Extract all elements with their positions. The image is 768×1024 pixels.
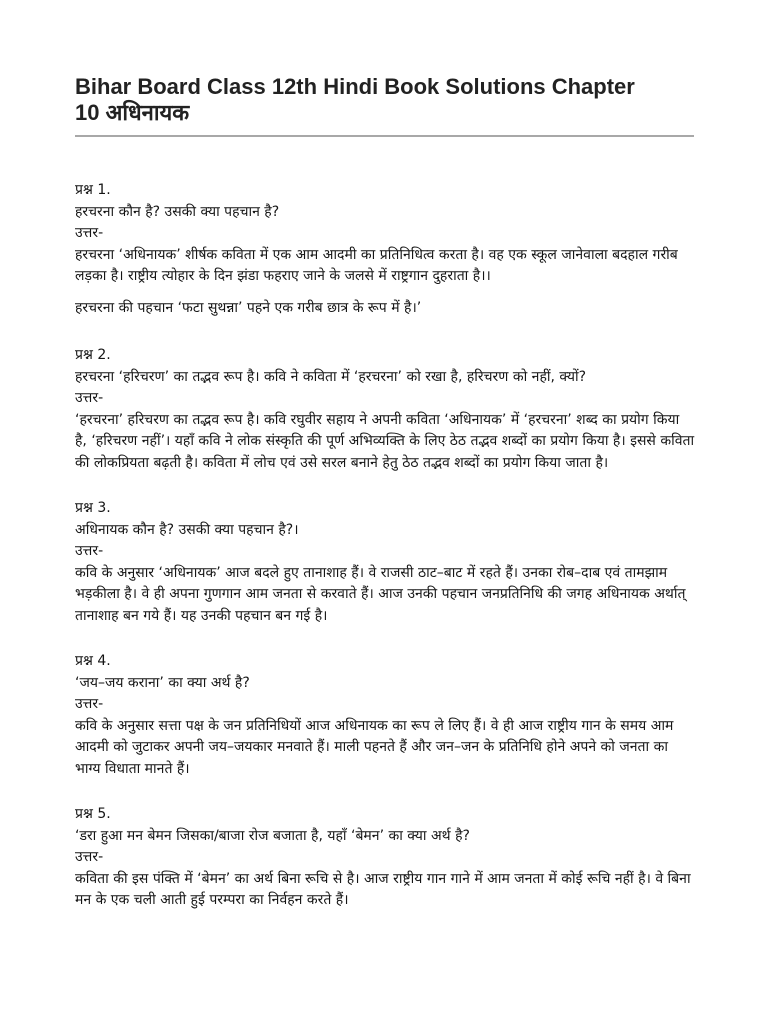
question-block-1 [75,180,695,319]
answer-text: ‘हरचरना’ हरिचरण का तद्भव रूप है। कवि रघुवीर सहाय ने अपनी कविता ‘अधिनायक’ में ‘हरचरना’ शब्द का प्रयोग किया है, ‘हरिचरण नहीं’। यहाँ कवि ने लोक संस्कृति की पूर्ण अभिव्यक्ति के लिए ठेठ तद्भव शब्दों का प्रयोग किया है। इससे कविता की लोकप्रियता बढ़ती है। कविता में लोच एवं उसे सरल बनाने हेतु ठेठ तद्भव शब्दों का प्रयोग किया जाता है। [75,411,695,471]
question-block-5 [75,804,695,912]
answer-text: कवि के अनुसार ‘अधिनायक’ आज बदले हुए तानाशाह हैं। वे राजसी ठाट–बाट में रहते हैं। उनका रोब–दाब एवं तामझाम भड़कीला है। वे ही अपना गुणगान आम जनता से करवाते हैं। आज उनकी पहचान जनप्रतिनिधि की जगह अधिनायक अर्थात् तानाशाह बन गये हैं। यह उनकी पहचान बन गई है। [75,564,686,624]
answer-label: उत्तर- [75,543,104,559]
question-block-3 [75,498,695,627]
question-block-4 [75,651,695,780]
question-block-2 [75,345,695,474]
question-label: प्रश्न 3. [75,500,111,516]
question-text: ‘डरा हुआ मन बेमन जिसका/बाजा रोज बजाता है, यहाँ ‘बेमन’ का क्या अर्थ है? [75,827,470,844]
question-text: ‘जय–जय कराना’ का क्या अर्थ है? [75,674,250,691]
title-line-2: 10 अधिनायक [75,100,190,125]
answer-text: कविता की इस पंक्ति में ‘बेमन’ का अर्थ बिना रूचि से है। आज राष्ट्रीय गान गाने में आम जनता में कोई रूचि नहीं है। वे बिना मन के एक चली आती हुई परम्परा का निर्वहन करते हैं। [75,870,691,908]
answer-label: उत्तर- [75,390,104,406]
question-text: अधिनायक कौन है? उसकी क्या पहचान है?। [75,521,299,538]
answer-label: उत्तर- [75,225,104,241]
title-line-1: Bihar Board Class 12th Hindi Book Solutions Chapter [75,74,635,99]
answer-text-extra: हरचरना की पहचान ‘फटा सुथन्ना’ पहने एक गरीब छात्र के रूप में है।’ [75,299,422,316]
question-label: प्रश्न 4. [75,653,111,669]
question-label: प्रश्न 1. [75,182,111,198]
page-title [75,74,695,126]
question-text: हरचरना कौन है? उसकी क्या पहचान है? [75,203,280,220]
answer-label: उत्तर- [75,696,104,712]
questions-list [75,180,695,928]
answer-text: हरचरना ‘अधिनायक’ शीर्षक कविता में एक आम आदमी का प्रतिनिधित्व करता है। वह एक स्कूल जानेवाला बदहाल गरीब लड़का है। राष्ट्रीय त्योहार के दिन झंडा फहराए जाने के जलसे में राष्ट्रगान दुहराता है।। [75,246,678,284]
title-divider [75,135,694,137]
question-label: प्रश्न 5. [75,806,111,822]
question-text: हरचरना ‘हरिचरण’ का तद्भव रूप है। कवि ने कविता में ‘हरचरना’ को रखा है, हरिचरण को नहीं, क्यों? [75,368,587,385]
question-label: प्रश्न 2. [75,347,111,363]
answer-label: उत्तर- [75,849,104,865]
answer-text: कवि के अनुसार सत्ता पक्ष के जन प्रतिनिधियों आज अधिनायक का रूप ले लिए हैं। वे ही आज राष्ट्रीय गान के समय आम आदमी को जुटाकर अपनी जय–जयकार मनवाते हैं। माली पहनते हैं और जन–जन के प्रतिनिधि होने अपने को जनता का भाग्य विधाता मानते हैं। [75,717,674,777]
